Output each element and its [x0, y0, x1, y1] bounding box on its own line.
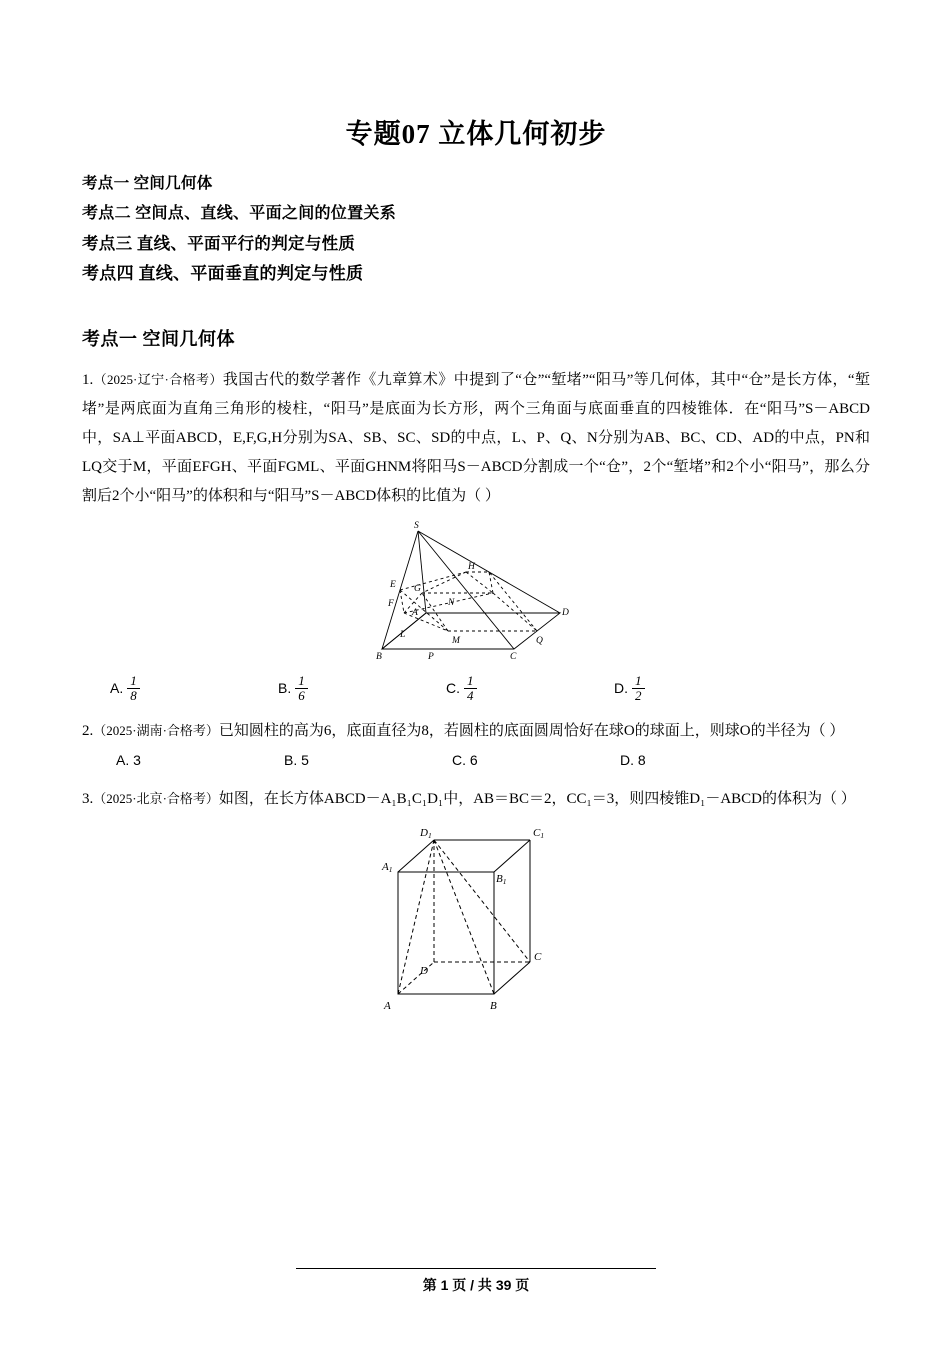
question-3: [82, 784, 870, 814]
figure-label-Q: Q: [536, 636, 543, 646]
q2-option-A[interactable]: [116, 752, 284, 768]
toc-item-2: 考点二 空间点、直线、平面之间的位置关系: [82, 205, 397, 222]
figure-label-B1: B1: [496, 873, 507, 887]
figure-label-L: L: [400, 630, 406, 640]
option-C[interactable]: [446, 674, 614, 702]
q2-option-B[interactable]: [284, 752, 452, 768]
figure-label-E: E: [390, 580, 396, 590]
question-1-figure: [82, 521, 870, 666]
question-1-text: 我国古代的数学著作《九章算术》中提到了“仓”“堑堵”“阳马”等几何体，其中“仓”是长方体，“堑堵”是两底面为直角三角形的棱柱，“阳马”是底面为长方形，两个三角面与底面垂直的四棱锥体．在“阳马”S－ABCD中，SA⊥平面ABCD，E,F,G,H分别为SA、SB、SC、SD的中点，L、P、Q、N分别为AB、BC、CD、AD的中点，PN和LQ交于M，平面EFGH、平面FGML、平面GHNM将阳马S－ABCD分割成一个“仓”，2个“堑堵”和2个小“阳马”，那么分割后2个小“阳马”的体积和与“阳马”S－ABCD体积的比值为（ ）: [82, 372, 870, 504]
question-2-options: [82, 752, 870, 768]
option-B-letter: B.: [278, 680, 292, 697]
q2-option-A-letter: A.: [116, 752, 130, 769]
figure-label-C: C: [534, 951, 542, 964]
option-D[interactable]: [614, 674, 782, 702]
option-B-value: $\frac{1}{6}$: [295, 674, 308, 702]
q2-option-D-value: 8: [637, 752, 646, 769]
page-number: 第 1 页 / 共 39 页: [422, 1277, 530, 1293]
question-3-figure: [82, 824, 870, 1019]
question-1-source: （2025·辽宁·合格考）: [93, 372, 223, 387]
option-A-letter: A.: [110, 680, 124, 697]
figure-label-G: G: [414, 584, 421, 594]
option-C-letter: C.: [446, 680, 460, 697]
figure-label-P: P: [428, 652, 434, 661]
figure-label-D1: D1: [420, 827, 432, 841]
q2-option-D-letter: D.: [620, 752, 634, 769]
question-2-source: （2025·湖南·合格考）: [93, 723, 219, 739]
question-2-text: 已知圆柱的高为6，底面直径为8，若圆柱的底面圆周恰好在球O的球面上，则球O的半径为（ ）: [218, 723, 845, 740]
option-A[interactable]: [110, 674, 278, 702]
question-1-options: [82, 674, 870, 702]
question-3-number: 3.: [82, 791, 94, 808]
toc-item-4: 考点四 直线、平面垂直的判定与性质: [82, 264, 364, 283]
q2-option-B-letter: B.: [284, 752, 298, 769]
cuboid-diagram: [376, 824, 576, 1014]
figure-label-N: N: [448, 598, 455, 608]
option-A-value: $\frac{1}{8}$: [127, 674, 140, 702]
figure-label-A: A: [384, 1000, 391, 1013]
question-2: [82, 716, 870, 746]
q2-option-D[interactable]: [620, 752, 788, 768]
option-D-letter: D.: [614, 680, 628, 697]
section-heading: 考点一 空间几何体: [82, 329, 235, 349]
yangma-solid-diagram: [346, 521, 606, 661]
toc-item-1: 考点一 空间几何体: [82, 175, 213, 192]
q2-option-C[interactable]: [452, 752, 620, 768]
toc-item-3: 考点三 直线、平面平行的判定与性质: [82, 234, 356, 253]
q2-option-B-value: 5: [301, 752, 309, 769]
option-D-value: $\frac{1}{2}$: [632, 674, 645, 702]
figure-label-M: M: [452, 636, 460, 646]
footer-divider: [296, 1268, 656, 1269]
figure-label-F: F: [388, 599, 394, 609]
page-title: 专题07 立体几何初步: [345, 119, 607, 149]
figure-label-B: B: [376, 652, 382, 661]
question-3-source: （2025·北京·合格考）: [93, 791, 219, 807]
q2-option-A-value: 3: [133, 752, 141, 769]
figure-label-A1: A1: [382, 861, 393, 875]
figure-label-C: C: [510, 652, 517, 661]
figure-label-B: B: [490, 1000, 497, 1013]
q2-option-C-value: 6: [469, 752, 478, 769]
q2-option-C-letter: C.: [452, 752, 466, 769]
figure-label-C1: C1: [533, 827, 545, 841]
figure-label-S: S: [414, 521, 419, 531]
figure-label-D: D: [420, 965, 428, 978]
question-3-text: 如图，在长方体ABCD－A₁B₁C₁D₁中，AB＝BC＝2，CC₁＝3，则四棱锥D₁－ABCD的体积为（ ）: [218, 791, 856, 808]
figure-label-A: A: [412, 608, 418, 618]
question-1-number: 1.: [82, 372, 94, 388]
figure-label-H: H: [468, 562, 475, 572]
page-footer: [0, 1268, 952, 1295]
option-C-value: $\frac{1}{4}$: [464, 674, 477, 702]
option-B[interactable]: [278, 674, 446, 702]
question-2-number: 2.: [82, 723, 94, 740]
question-1: [82, 365, 870, 511]
figure-label-D: D: [562, 608, 569, 618]
